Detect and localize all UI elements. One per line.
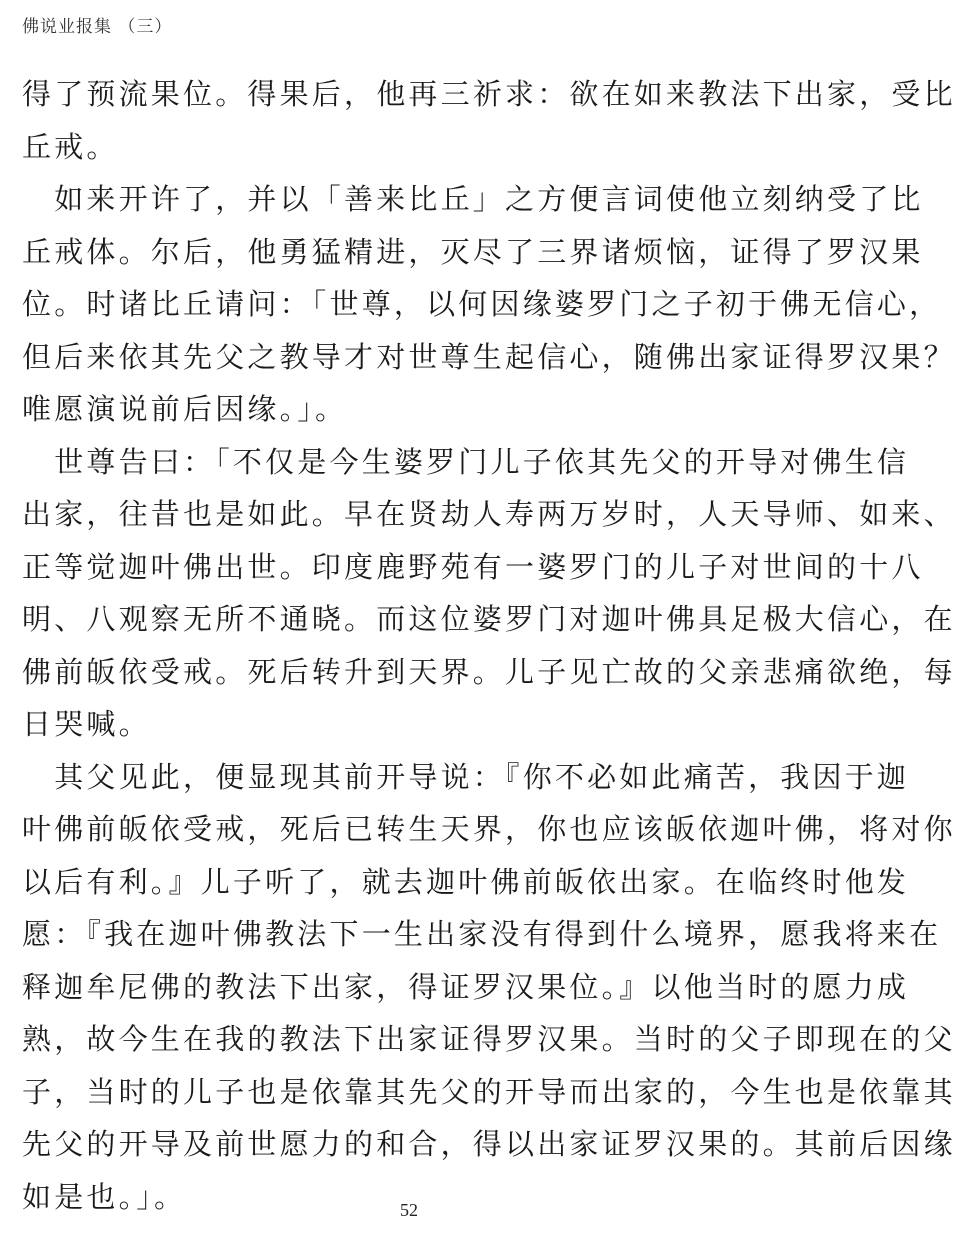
running-header: 佛说业报集 （三）	[22, 17, 173, 37]
text-line: 唯愿演说前后因缘。」。	[22, 392, 348, 426]
text-line: 但后来依其先父之教导才对世尊生起信心，随佛出家证得罗汉果？	[22, 339, 956, 374]
text-line: 出家，往昔也是如此。早在贤劫人寿两万岁时，人天导师、如来、	[22, 497, 956, 531]
text-line: 丘戒。	[22, 129, 119, 164]
text-line: 正等觉迦叶佛出世。印度鹿野苑有一婆罗门的儿子对世间的十八	[22, 549, 924, 584]
text-line: 得了预流果位。得果后，他再三祈求：欲在如来教法下出家，受比	[22, 77, 956, 111]
text-line: 如来开许了，并以「善来比丘」之方便言词使他立刻纳受了比	[22, 182, 924, 216]
text-line: 以后有利。』儿子听了，就去迦叶佛前皈依出家。在临终时他发	[22, 864, 910, 899]
text-line: 明、八观察无所不通晓。而这位婆罗门对迦叶佛具足极大信心，在	[22, 602, 956, 636]
text-line: 位。时诸比丘请问：「世尊，以何因缘婆罗门之子初于佛无信心，	[22, 287, 942, 321]
page-number: 52	[400, 1200, 418, 1220]
text-line: 愿：『我在迦叶佛教法下一生出家没有得到什么境界，愿我将来在	[22, 917, 942, 951]
body-text	[22, 68, 956, 1223]
text-line: 如是也。」。	[22, 1179, 187, 1214]
text-line: 佛前皈依受戒。死后转升到天界。儿子见亡故的父亲悲痛欲绝，每	[22, 654, 956, 689]
text-line: 释迦牟尼佛的教法下出家，得证罗汉果位。』以他当时的愿力成	[22, 969, 910, 1004]
text-line: 其父见此，便显现其前开导说：『你不必如此痛苦，我因于迦	[22, 759, 910, 794]
text-line: 子，当时的儿子也是依靠其先父的开导而出家的，今生也是依靠其	[22, 1074, 956, 1109]
text-line: 先父的开导及前世愿力的和合，得以出家证罗汉果的。其前后因缘	[22, 1127, 956, 1161]
text-line: 丘戒体。尔后，他勇猛精进，灭尽了三界诸烦恼，证得了罗汉果	[22, 234, 924, 269]
text-line: 熟，故今生在我的教法下出家证得罗汉果。当时的父子即现在的父	[22, 1022, 956, 1056]
text-line: 世尊告曰：「不仅是今生婆罗门儿子依其先父的开导对佛生信	[22, 444, 910, 479]
text-line: 叶佛前皈依受戒，死后已转生天界，你也应该皈依迦叶佛，将对你	[22, 812, 956, 846]
text-line: 日哭喊。	[22, 707, 151, 741]
